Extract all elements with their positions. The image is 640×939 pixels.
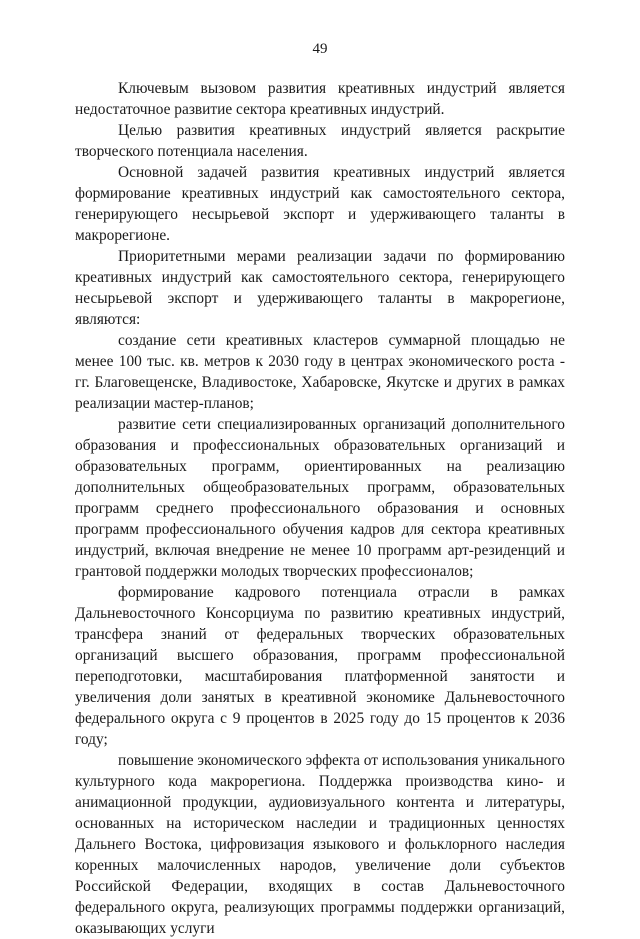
list-item-personnel-potential: формирование кадрового потенциала отрасли в рамках Дальневосточного Консорциума по развитию креативных индустрий, трансфера знаний от федеральных творческих образовательных организаций высшего образования, программ профессиональной переподготовки, масштабирования платформенной занятости и увеличения доли занятых в креативной экономике Дальневосточного федерального округа с 9 процентов в 2025 году до 15 процентов к 2036 году; — [75, 584, 565, 748]
paragraph-goal: Целью развития креативных индустрий является раскрытие творческого потенциала населения. — [75, 122, 565, 160]
paragraph-key-challenge: Ключевым вызовом развития креативных индустрий является недостаточное развитие сектора креативных индустрий. — [75, 80, 565, 118]
list-item-education-network: развитие сети специализированных организаций дополнительного образования и профессиональных образовательных организаций и образовательных программ, ориентированных на реализацию дополнительных общеобразовательных программ, образовательных программ среднего профессионального образования и основных программ профессионального обучения кадров для сектора креативных индустрий, включая внедрение не менее 10 программ арт-резиденций и грантовой поддержки молодых творческих профессионалов; — [75, 416, 565, 580]
page-number: 49 — [312, 41, 328, 57]
document-body — [75, 78, 565, 939]
list-item-cultural-code: повышение экономического эффекта от использования уникального культурного кода макрорегиона. Поддержка производства кино- и анимационной продукции, аудиовизуального контента и литературы, основанных на историческом наследии и традиционных ценностях Дальнего Востока, цифровизация языкового и фольклорного наследия коренных малочисленных народов, увеличение доли субъектов Российской Федерации, входящих в состав Дальневосточного федерального округа, реализующих программы поддержки организаций, оказывающих услуги — [75, 752, 565, 937]
paragraph-main-task: Основной задачей развития креативных индустрий является формирование креативных индустрий как самостоятельного сектора, генерирующего несырьевой экспорт и удерживающего таланты в макрорегионе. — [75, 164, 565, 244]
list-item-creative-clusters: создание сети креативных кластеров суммарной площадью не менее 100 тыс. кв. метров к 2030 году в центрах экономического роста - гг. Благовещенске, Владивостоке, Хабаровске, Якутске и других в рамках реализации мастер-планов; — [75, 332, 565, 412]
paragraph-priority-measures: Приоритетными мерами реализации задачи по формированию креативных индустрий как самостоятельного сектора, генерирующего несырьевой экспорт и удерживающего таланты в макрорегионе, являются: — [75, 248, 565, 328]
